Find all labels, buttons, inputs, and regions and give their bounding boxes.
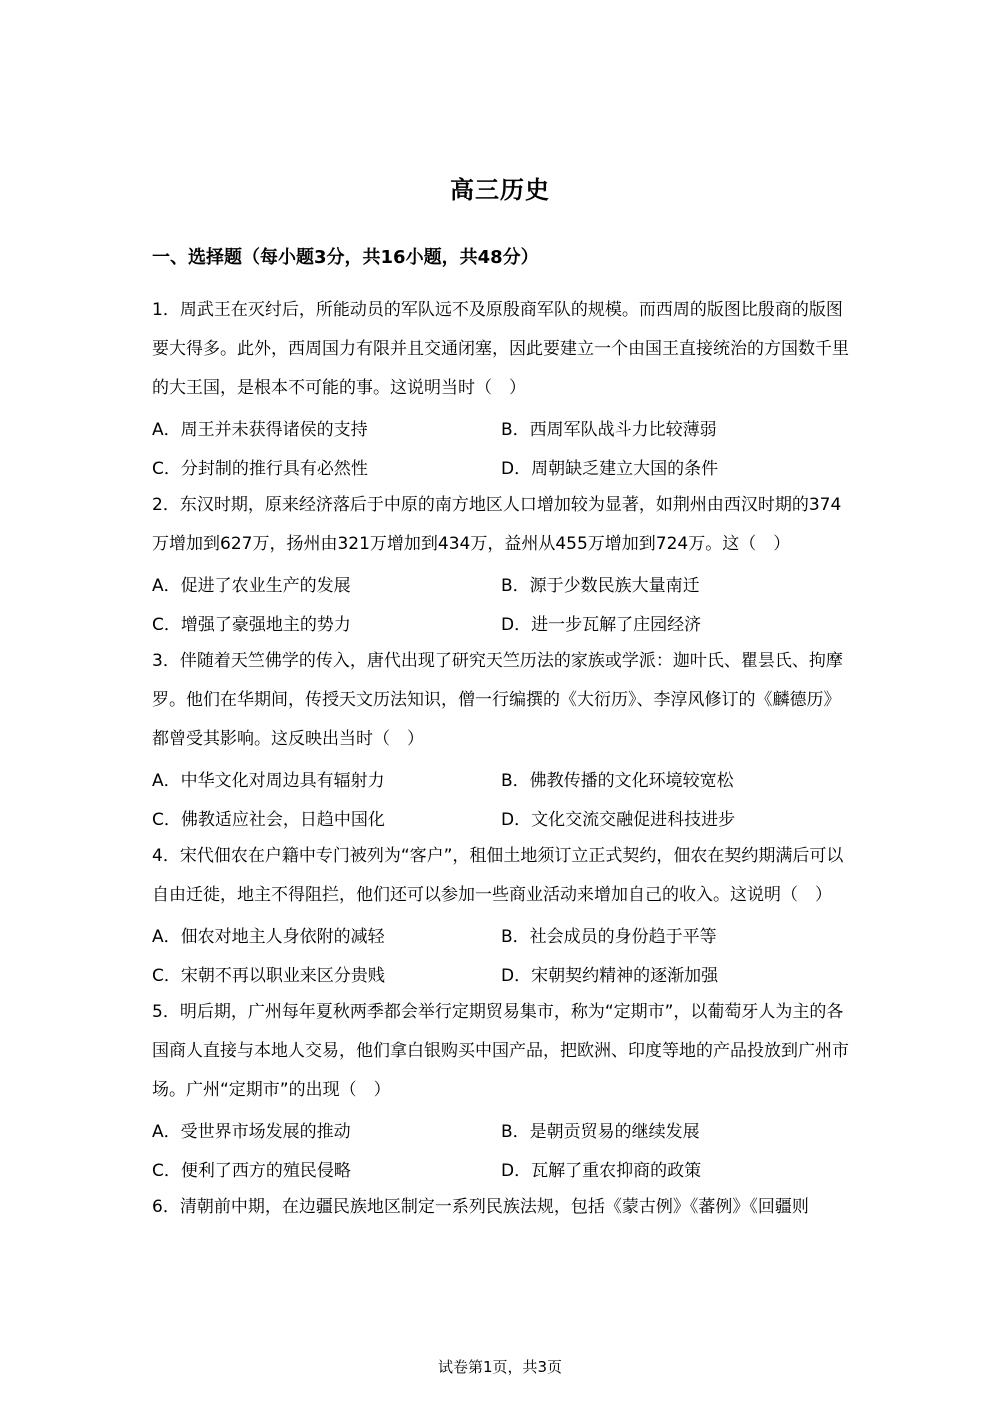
option-d: D．瓦解了重农抑商的政策 <box>501 1161 702 1181</box>
options-row <box>152 759 852 798</box>
option-c: C．宋朝不再以职业来区分贵贱 <box>152 966 385 986</box>
option-c: C．便利了西方的殖民侵略 <box>152 1161 351 1181</box>
question-list <box>152 291 852 1227</box>
question-5 <box>152 993 852 1188</box>
option-a: A．中华文化对周边具有辐射力 <box>152 771 385 791</box>
option-d: D．周朝缺乏建立大国的条件 <box>501 459 719 479</box>
option-a: A．周王并未获得诸侯的支持 <box>152 420 368 440</box>
question-stem: 3．伴随着天竺佛学的传入，唐代出现了研究天竺历法的家族或学派：迦叶氏、瞿昙氏、拘摩罗。他们在华期间，传授天文历法知识，僧一行编撰的《大衍历》、李淳风修订的《麟德历》都曾受其影响。这反映出当时（ ） <box>152 651 843 749</box>
option-d: D．宋朝契约精神的逐渐加强 <box>501 966 719 986</box>
question-stem: 5．明后期，广州每年夏秋两季都会举行定期贸易集市，称为“定期市”，以葡萄牙人为主的各国商人直接与本地人交易，他们拿白银购买中国产品，把欧洲、印度等地的产品投放到广州市场。广州“定期市”的出现（ ） <box>152 1002 849 1100</box>
question-4 <box>152 837 852 993</box>
options-row <box>152 915 852 954</box>
option-a: A．佃农对地主人身依附的减轻 <box>152 927 385 947</box>
question-stem: 1．周武王在灭纣后，所能动员的军队远不及原殷商军队的规模。而西周的版图比殷商的版图要大得多。此外，西周国力有限并且交通闭塞，因此要建立一个由国王直接统治的方国数千里的大王国，是根本不可能的事。这说明当时（ ） <box>152 300 849 398</box>
option-c: C．分封制的推行具有必然性 <box>152 459 368 479</box>
options-row <box>152 447 852 486</box>
question-2 <box>152 486 852 642</box>
option-a: A．促进了农业生产的发展 <box>152 576 351 596</box>
page-title: 高三历史 <box>450 176 550 204</box>
option-b: B．是朝贡贸易的继续发展 <box>501 1122 700 1142</box>
options-row <box>152 1149 852 1188</box>
question-3 <box>152 642 852 837</box>
option-b: B．源于少数民族大量南迁 <box>501 576 700 596</box>
option-d: D．文化交流交融促进科技进步 <box>501 810 736 830</box>
options-row <box>152 1110 852 1149</box>
option-b: B．西周军队战斗力比较薄弱 <box>501 420 717 440</box>
option-d: D．进一步瓦解了庄园经济 <box>501 615 702 635</box>
options-row <box>152 954 852 993</box>
option-a: A．受世界市场发展的推动 <box>152 1122 351 1142</box>
question-stem: 6．清朝前中期，在边疆民族地区制定一系列民族法规，包括《蒙古例》《蕃例》《回疆则 <box>152 1197 809 1217</box>
options-row <box>152 798 852 837</box>
option-b: B．社会成员的身份趋于平等 <box>501 927 717 947</box>
option-b: B．佛教传播的文化环境较宽松 <box>501 771 734 791</box>
options-row <box>152 603 852 642</box>
question-stem: 2．东汉时期，原来经济落后于中原的南方地区人口增加较为显著，如荆州由西汉时期的374万增加到627万，扬州由321万增加到434万，益州从455万增加到724万。这（ ） <box>152 495 842 554</box>
question-1 <box>152 291 852 486</box>
option-c: C．佛教适应社会，日趋中国化 <box>152 810 385 830</box>
options-row <box>152 564 852 603</box>
question-6 <box>152 1188 852 1227</box>
question-stem: 4．宋代佃农在户籍中专门被列为“客户”，租佃土地须订立正式契约，佃农在契约期满后可以自由迁徙，地主不得阻拦，他们还可以参加一些商业活动来增加自己的收入。这说明（ ） <box>152 846 844 905</box>
option-c: C．增强了豪强地主的势力 <box>152 615 351 635</box>
section-heading: 一、选择题（每小题3分，共16小题，共48分） <box>152 247 539 268</box>
options-row <box>152 408 852 447</box>
page-footer: 试卷第1页，共3页 <box>437 1358 563 1376</box>
